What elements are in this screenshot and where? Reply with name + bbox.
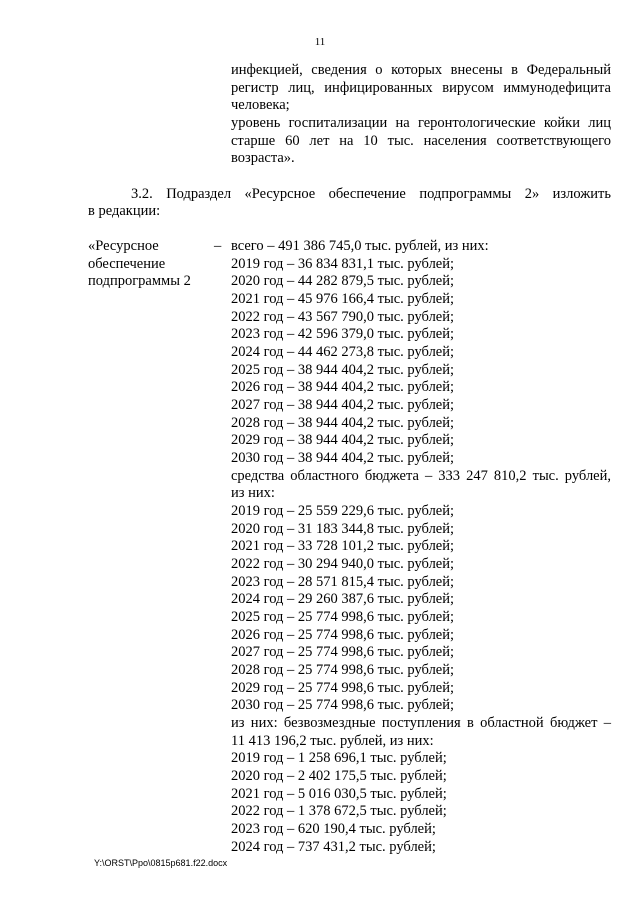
funding-line: 2029 год – 25 774 998,6 тыс. рублей; [231, 680, 455, 696]
funding-line: 2021 год – 5 016 030,5 тыс. рублей; [231, 786, 447, 802]
funding-line: 2026 год – 25 774 998,6 тыс. рублей; [231, 627, 455, 643]
intro-line: уровень госпитализации на геронтологические койки лиц [231, 115, 611, 131]
funding-line: 2022 год – 30 294 940,0 тыс. рублей; [231, 556, 455, 572]
resource-label-line: «Ресурсное [88, 238, 159, 254]
funding-line: 2029 год – 38 944 404,2 тыс. рублей; [231, 432, 455, 448]
intro-line: регистр лиц, инфицированных вирусом иммунодефицита [231, 80, 611, 96]
funding-line: 2020 год – 31 183 344,8 тыс. рублей; [231, 521, 455, 537]
funding-line: 2030 год – 38 944 404,2 тыс. рублей; [231, 450, 455, 466]
funding-line: 2023 год – 28 571 815,4 тыс. рублей; [231, 574, 455, 590]
funding-line: 2019 год – 36 834 831,1 тыс. рублей; [231, 256, 455, 272]
funding-line: 2021 год – 45 976 166,4 тыс. рублей; [231, 291, 455, 307]
funding-line: 2023 год – 42 596 379,0 тыс. рублей; [231, 326, 455, 342]
funding-line: из них: [231, 485, 275, 501]
funding-line: 2028 год – 38 944 404,2 тыс. рублей; [231, 415, 455, 431]
intro-line: возраста». [231, 150, 295, 166]
funding-line: 2025 год – 25 774 998,6 тыс. рублей; [231, 609, 455, 625]
intro-line: старше 60 лет на 10 тыс. населения соответствующего [231, 133, 611, 149]
resource-label-line: подпрограммы 2 [88, 273, 191, 289]
file-path-footer: Y:\ORST\Ppo\0815p681.f22.docx [94, 858, 228, 868]
resource-label-line: обеспечение [88, 256, 166, 272]
section-heading-line2: в редакции: [88, 203, 161, 219]
intro-line: человека; [231, 97, 290, 113]
intro-line: инфекцией, сведения о которых внесены в Федеральный [231, 62, 611, 78]
funding-line: 2027 год – 38 944 404,2 тыс. рублей; [231, 397, 455, 413]
funding-line: всего – 491 386 745,0 тыс. рублей, из них: [231, 238, 489, 254]
funding-line: 2022 год – 1 378 672,5 тыс. рублей; [231, 803, 447, 819]
funding-line: 2024 год – 737 431,2 тыс. рублей; [231, 839, 436, 855]
section-heading-line1: 3.2. Подраздел «Ресурсное обеспечение подпрограммы 2» изложить [131, 186, 611, 202]
funding-line: 2030 год – 25 774 998,6 тыс. рублей; [231, 697, 455, 713]
funding-line: 2019 год – 25 559 229,6 тыс. рублей; [231, 503, 455, 519]
funding-line: 2026 год – 38 944 404,2 тыс. рублей; [231, 379, 455, 395]
funding-line: 2020 год – 44 282 879,5 тыс. рублей; [231, 273, 455, 289]
page-number: 11 [314, 36, 326, 48]
funding-line: 2020 год – 2 402 175,5 тыс. рублей; [231, 768, 447, 784]
funding-line: 2021 год – 33 728 101,2 тыс. рублей; [231, 538, 455, 554]
funding-line: средства областного бюджета – 333 247 810,2 тыс. рублей, [231, 468, 611, 484]
funding-line: из них: безвозмездные поступления в областной бюджет – [231, 715, 611, 731]
funding-line: 2024 год – 29 260 387,6 тыс. рублей; [231, 591, 455, 607]
funding-line: 2028 год – 25 774 998,6 тыс. рублей; [231, 662, 455, 678]
resource-label-dash: – [214, 238, 222, 254]
funding-line: 2025 год – 38 944 404,2 тыс. рублей; [231, 362, 455, 378]
funding-line: 2022 год – 43 567 790,0 тыс. рублей; [231, 309, 455, 325]
funding-line: 11 413 196,2 тыс. рублей, из них: [231, 733, 434, 749]
funding-line: 2024 год – 44 462 273,8 тыс. рублей; [231, 344, 455, 360]
funding-line: 2023 год – 620 190,4 тыс. рублей; [231, 821, 436, 837]
funding-line: 2027 год – 25 774 998,6 тыс. рублей; [231, 644, 455, 660]
funding-line: 2019 год – 1 258 696,1 тыс. рублей; [231, 750, 447, 766]
